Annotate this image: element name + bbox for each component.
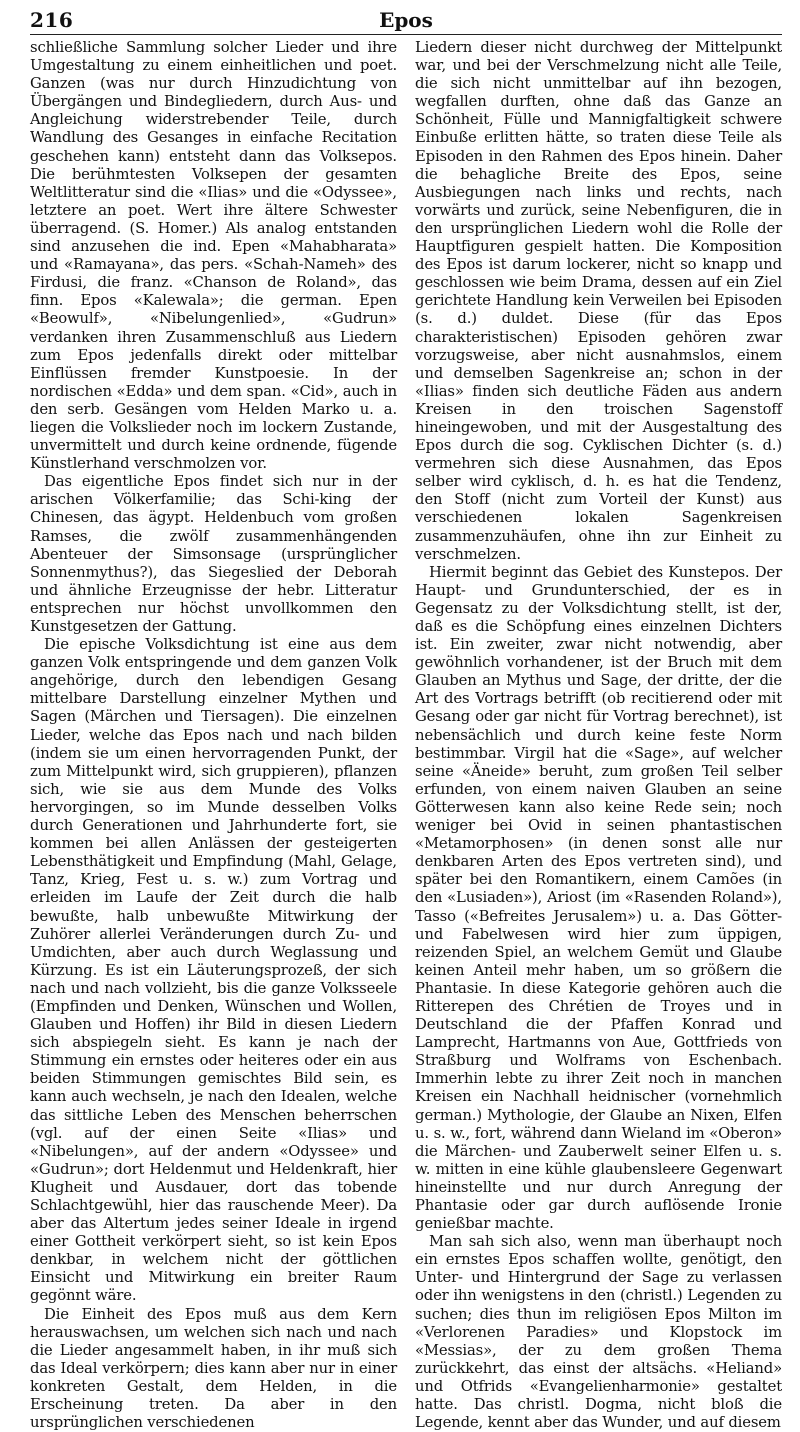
paragraph: schließliche Sammlung solcher Lieder und ihre Umgestaltung zu einem einheitlichen und poet. Ganzen (was nur durch Hinzudichtung von Übergängen und Bindegliedern, durch Aus- und Angleichung widerstrebender Teile, durch Wandlung des Gesanges in einfache Recitation geschehen kann) entsteht dann das Volksepos. Die berühmtesten Volksepen der gesamten Weltlitteratur sind die «Ilias» und die «Odyssee», letztere an poet. Wert ihre ältere Schwester überragend. (S. Homer.) Als analog entstanden sind anzusehen die ind. Epen «Mahabharata» und «Ramayana», das pers. «Schah-Nameh» des Firdusi, die franz. «Chanson de Roland», das finn. Epos «Kalewala»; die german. Epen «Beowulf», «Nibelungenlied», «Gudrun» verdanken ihren Zusammenschluß aus Liedern zum Epos jedenfalls direkt oder mittelbar Einflüssen fremder Kunstpoesie. In der nordischen «Edda» und dem span. «Cid», auch in den serb. Gesängen vom Helden Marko u. a. liegen die Volkslieder noch im lockern Zustande, unvermittelt und durch keine ordnende, fügende Künstlerhand verschmolzen vor. <box>30 39 397 473</box>
paragraph: Die epische Volksdichtung ist eine aus dem ganzen Volk entspringende und dem ganzen Volk angehörige, durch den lebendigen Gesang mittelbare Darstellung einzelner Mythen und Sagen (Märchen und Tiersagen). Die einzelnen Lieder, welche das Epos nach und nach bilden (indem sie um einen hervorragenden Punkt, der zum Mittelpunkt wird, sich gruppieren), pflanzen sich, wie sie aus dem Munde des Volks hervorgingen, so im Munde desselben Volks durch Generationen und Jahrhunderte fort, sie kommen bei allen Anlässen der gesteigerten Lebensthätigkeit und Empfindung (Mahl, Gelage, Tanz, Krieg, Fest u. s. w.) zum Vortrag und erleiden im Laufe der Zeit durch die halb bewußte, halb unbewußte Mitwirkung der Zuhörer allerlei Veränderungen durch Zu- und Umdichten, aber auch durch Weglassung und Kürzung. Es ist ein Läuterungsprozeß, der sich nach und nach vollzieht, bis die ganze Volksseele (Empfinden und Denken, Wünschen und Wollen, Glauben und Hoffen) ihr Bild in diesen Liedern sich abspiegeln sieht. Es kann je nach der Stimmung ein ernstes oder heiteres oder ein aus beiden Stimmungen gemischtes Bild sein, es kann auch wechseln, je nach den Idealen, welche das sittliche Leben des Menschen beherrschen (vgl. auf der einen Seite «Ilias» und «Nibelungen», auf der andern «Odyssee» und «Gudrun»; dort Heldenmut und Heldenkraft, hier Klugheit und Ausdauer, dort das tobende Schlachtgewühl, hier das rauschende Meer). Da aber das Altertum jedes seiner Ideale in irgend einer Gottheit verkörpert sieht, so ist kein Epos denkbar, in welchem nicht der göttlichen Einsicht und Mitwirkung ein breiter Raum gegönnt wäre. <box>30 636 397 1305</box>
right-column <box>415 39 782 1432</box>
paragraph: Hiermit beginnt das Gebiet des Kunstepos. Der Haupt- und Grundunterschied, der es in Gegensatz zu der Volksdichtung stellt, ist der, daß es die Schöpfung eines einzelnen Dichters ist. Ein zweiter, zwar nicht notwendig, aber gewöhnlich vorhandener, ist der Bruch mit dem Glauben an Mythus und Sage, der dritte, der die Art des Vortrags betrifft (ob recitierend oder mit Gesang oder gar nicht für Vortrag berechnet), ist nebensächlich und durch keine feste Norm bestimmbar. Virgil hat die «Sage», auf welcher seine «Äneide» beruht, zum großen Teil selber erfunden, von einem naiven Glauben an seine Götterwesen kann also keine Rede sein; noch weniger bei Ovid in seinen phantastischen «Metamorphosen» (in denen sonst alle nur denkbaren Arten des Epos vertreten sind), und später bei den Romantikern, einem Camões (in den «Lusiaden»), Ariost (im «Rasenden Roland»), Tasso («Befreites Jerusalem») u. a. Das Götter- und Fabelwesen wird hier zum üppigen, reizenden Spiel, an welchem Gemüt und Glaube keinen Anteil mehr haben, um so größern die Phantasie. In diese Kategorie gehören auch die Ritterepen des Chrétien de Troyes und in Deutschland die der Pfaffen Konrad und Lamprecht, Hartmanns von Aue, Gottfrieds von Straßburg und Wolframs von Eschenbach. Immerhin lebte zu ihrer Zeit noch in manchen Kreisen ein Nachhall heidnischer (vornehmlich german.) Mythologie, der Glaube an Nixen, Elfen u. s. w., fort, während dann Wieland im «Oberon» die Märchen- und Zauberwelt seiner Elfen u. s. w. mitten in eine kühle glaubensleere Gegenwart hineinstellte und nur durch Anregung der Phantasie oder gar durch auflösende Ironie genießbar machte. <box>415 563 782 1233</box>
left-column <box>30 39 397 1432</box>
paragraph: Das eigentliche Epos findet sich nur in der arischen Völkerfamilie; das Schi-king der Chinesen, das ägypt. Heldenbuch vom großen Ramses, die zwölf zusammenhängenden Abenteuer der Simsonsage (ursprünglicher Sonnenmythus?), das Siegeslied der Deborah und ähnliche Erzeugnisse der hebr. Litteratur entsprechen nur höchst unvollkommen den Kunstgesetzen der Gattung. <box>30 473 397 635</box>
page-number: 216 <box>30 8 74 32</box>
paragraph: Liedern dieser nicht durchweg der Mittelpunkt war, und bei der Verschmelzung nicht alle Teile, die sich nicht unmittelbar auf ihn bezogen, wegfallen durften, ohne daß das Ganze an Schönheit, Fülle und Mannigfaltigkeit schwere Einbuße erlitten hätte, so traten diese Teile als Episoden in den Rahmen des Epos hinein. Daher die behagliche Breite des Epos, seine Ausbiegungen nach links und rechts, nach vorwärts und zurück, seine Nebenfiguren, die in den ursprünglichen Liedern wohl die Rolle der Hauptfiguren gespielt hatten. Die Komposition des Epos ist darum lockerer, nicht so knapp und geschlossen wie beim Drama, dessen auf ein Ziel gerichtete Handlung kein Verweilen bei Episoden (s. d.) duldet. Diese (für das Epos charakteristischen) Episoden gehören zwar vorzugsweise, aber nicht ausnahmslos, einem und demselben Sagenkreise an; schon in der «Ilias» finden sich deutliche Fäden aus andern Kreisen in den troischen Sagenstoff hineingewoben, und mit der Ausgestaltung des Epos durch die sog. Cyklischen Dichter (s. d.) vermehren sich diese Ausnahmen, das Epos selber wird cyklisch, d. h. es hat die Tendenz, den Stoff (nicht zum Vorteil der Kunst) aus verschiedenen lokalen Sagenkreisen zusammenzuhäufen, ohne ihn zur Einheit zu verschmelzen. <box>415 39 782 563</box>
text-columns <box>30 39 782 1432</box>
paragraph: Man sah sich also, wenn man überhaupt noch ein ernstes Epos schaffen wollte, genötigt, den Unter- und Hintergrund der Sage zu verlassen oder ihn wenigstens in den (christl.) Legenden zu suchen; dies thun im religiösen Epos Milton im «Verlorenen Paradies» und Klopstock im «Messias», der zu dem großen Thema zurückkehrt, das einst der altsächs. «Heliand» und Otfrids «Evangelienharmonie» gestaltet hatte. Das christl. Dogma, nicht bloß die Legende, kennt aber das Wunder, und auf diesem <box>415 1233 782 1432</box>
paragraph: Die Einheit des Epos muß aus dem Kern herauswachsen, um welchen sich nach und nach die Lieder angesammelt haben, in ihr muß sich das Ideal verkörpern; dies kann aber nur in einer konkreten Gestalt, dem Helden, in die Erscheinung treten. Da aber in den ursprünglichen verschiedenen <box>30 1305 397 1432</box>
running-head: Epos <box>379 8 433 32</box>
page-header <box>30 4 782 35</box>
